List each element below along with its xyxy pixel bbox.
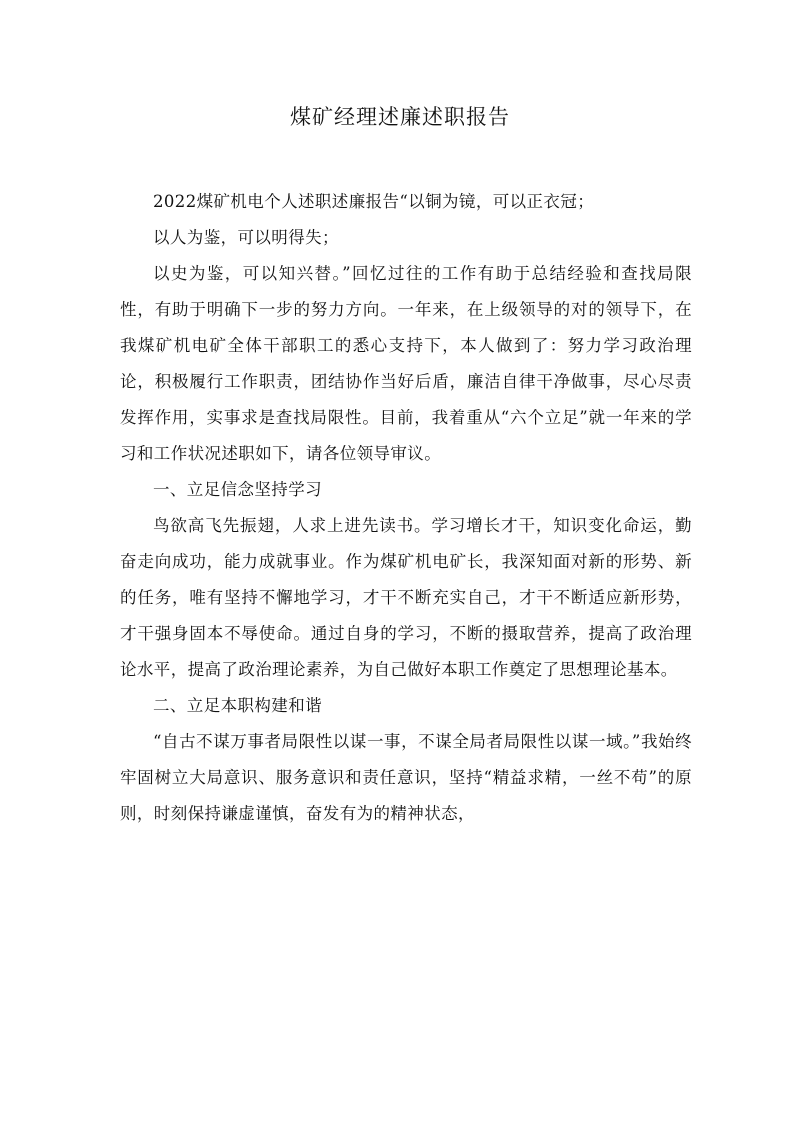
section-heading-1: 一、立足信念坚持学习 xyxy=(153,480,322,499)
document-body xyxy=(120,184,692,832)
section-heading-2: 二、立足本职构建和谐 xyxy=(153,696,322,715)
paragraph-section-1: 鸟欲高飞先振翅，人求上进先读书。学习增长才干，知识变化命运，勤奋走向成功，能力成就事业。作为煤矿机电矿长，我深知面对新的形势、新的任务，唯有坚持不懈地学习，才干不断充实自己，才干不断适应新形势，才干强身固本不辱使命。通过自身的学习，不断的摄取营养，提高了政治理论水平，提高了政治理论素养，为自己做好本职工作奠定了思想理论基本。 xyxy=(120,516,692,679)
paragraph-intro-3: 以史为鉴，可以知兴替。”回忆过往的工作有助于总结经验和查找局限性，有助于明确下一步的努力方向。一年来，在上级领导的对的领导下，在我煤矿机电矿全体干部职工的悉心支持下，本人做到了：努力学习政治理论，积极履行工作职责，团结协作当好后盾，廉洁自律干净做事，尽心尽责发挥作用，实事求是查找局限性。目前，我着重从“六个立足”就一年来的学习和工作状况述职如下，请各位领导审议。 xyxy=(120,264,692,463)
document-title: 煤矿经理述廉述职报告 xyxy=(290,105,510,129)
paragraph-intro-1: 2022煤矿机电个人述职述廉报告“以铜为镜，可以正衣冠； xyxy=(153,192,595,211)
paragraph-section-2: “自古不谋万事者局限性以谋一事，不谋全局者局限性以谋一域。”我始终牢固树立大局意识、服务意识和责任意识，坚持“精益求精，一丝不苟”的原则，时刻保持谦虚谨慎，奋发有为的精神状态， xyxy=(120,732,692,823)
paragraph-intro-2: 以人为鉴，可以明得失； xyxy=(153,228,339,247)
